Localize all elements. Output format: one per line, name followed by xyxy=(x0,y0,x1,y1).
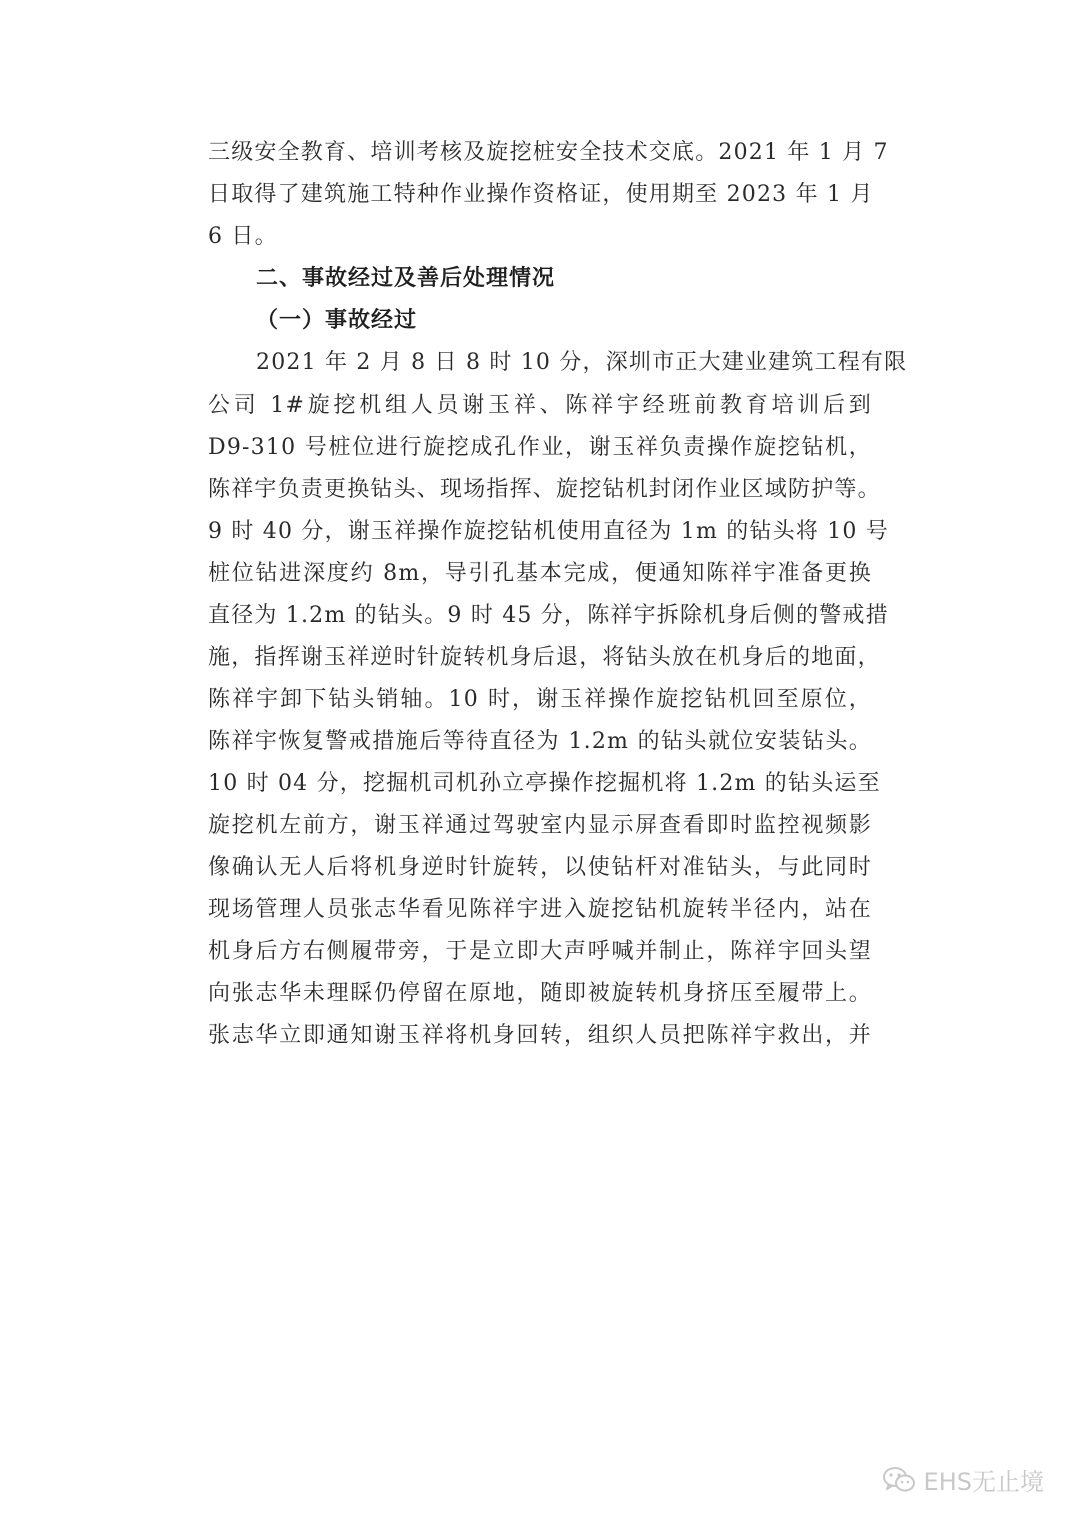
paragraph-line: 直径为 1.2m 的钻头。9 时 45 分，陈祥宇拆除机身后侧的警戒措 xyxy=(208,603,889,628)
paragraph-line: 像确认无人后将机身逆时针旋转，以使钻杆对准钻头，与此同时 xyxy=(208,855,872,880)
paragraph-line: 向张志华未理睬仍停留在原地，随即被旋转机身挤压至履带上。 xyxy=(208,981,872,1006)
watermark xyxy=(882,1462,1044,1497)
section-heading: 二、事故经过及善后处理情况 xyxy=(256,266,556,291)
paragraph-line: 张志华立即通知谢玉祥将机身回转，组织人员把陈祥宇救出，并 xyxy=(208,1023,872,1048)
paragraph-line: 机身后方右侧履带旁，于是立即大声呼喊并制止，陈祥宇回头望 xyxy=(208,939,872,964)
paragraph-line: 6 日。 xyxy=(208,224,278,249)
paragraph-line: 10 时 04 分，挖掘机司机孙立亭操作挖掘机将 1.2m 的钻头运至 xyxy=(208,771,881,796)
paragraph-line: 日取得了建筑施工特种作业操作资格证，使用期至 2023 年 1 月 xyxy=(208,182,874,207)
paragraph-line: 陈祥宇负责更换钻头、现场指挥、旋挖钻机封闭作业区域防护等。 xyxy=(208,477,881,502)
wechat-icon xyxy=(882,1466,916,1494)
paragraph-line: 桩位钻进深度约 8m，导引孔基本完成，便通知陈祥宇准备更换 xyxy=(208,561,872,586)
paragraph-line: 2021 年 2 月 8 日 8 时 10 分，深圳市正大建业建筑工程有限 xyxy=(256,350,908,375)
paragraph-line: 陈祥宇卸下钻头销轴。10 时，谢玉祥操作旋挖钻机回至原位， xyxy=(208,687,872,712)
paragraph-line: 陈祥宇恢复警戒措施后等待直径为 1.2m 的钻头就位安装钻头。 xyxy=(208,729,872,754)
paragraph-line: 现场管理人员张志华看见陈祥宇进入旋挖钻机旋转半径内，站在 xyxy=(208,897,872,922)
subsection-heading: （一）事故经过 xyxy=(256,308,418,333)
watermark-text: EHS无止境 xyxy=(923,1468,1044,1496)
paragraph-line: 施，指挥谢玉祥逆时针旋转机身后退，将钻头放在机身后的地面， xyxy=(208,645,881,670)
paragraph-line: 三级安全教育、培训考核及旋挖桩安全技术交底。2021 年 1 月 7 xyxy=(208,140,889,165)
paragraph-line: 9 时 40 分，谢玉祥操作旋挖钻机使用直径为 1m 的钻头将 10 号 xyxy=(208,519,889,544)
paragraph-line: 公司 1#旋挖机组人员谢玉祥、陈祥宇经班前教育培训后到 xyxy=(208,393,872,418)
paragraph-line: 旋挖机左前方，谢玉祥通过驾驶室内显示屏查看即时监控视频影 xyxy=(208,813,872,838)
paragraph-line: D9-310 号桩位进行旋挖成孔作业，谢玉祥负责操作旋挖钻机， xyxy=(208,435,872,460)
